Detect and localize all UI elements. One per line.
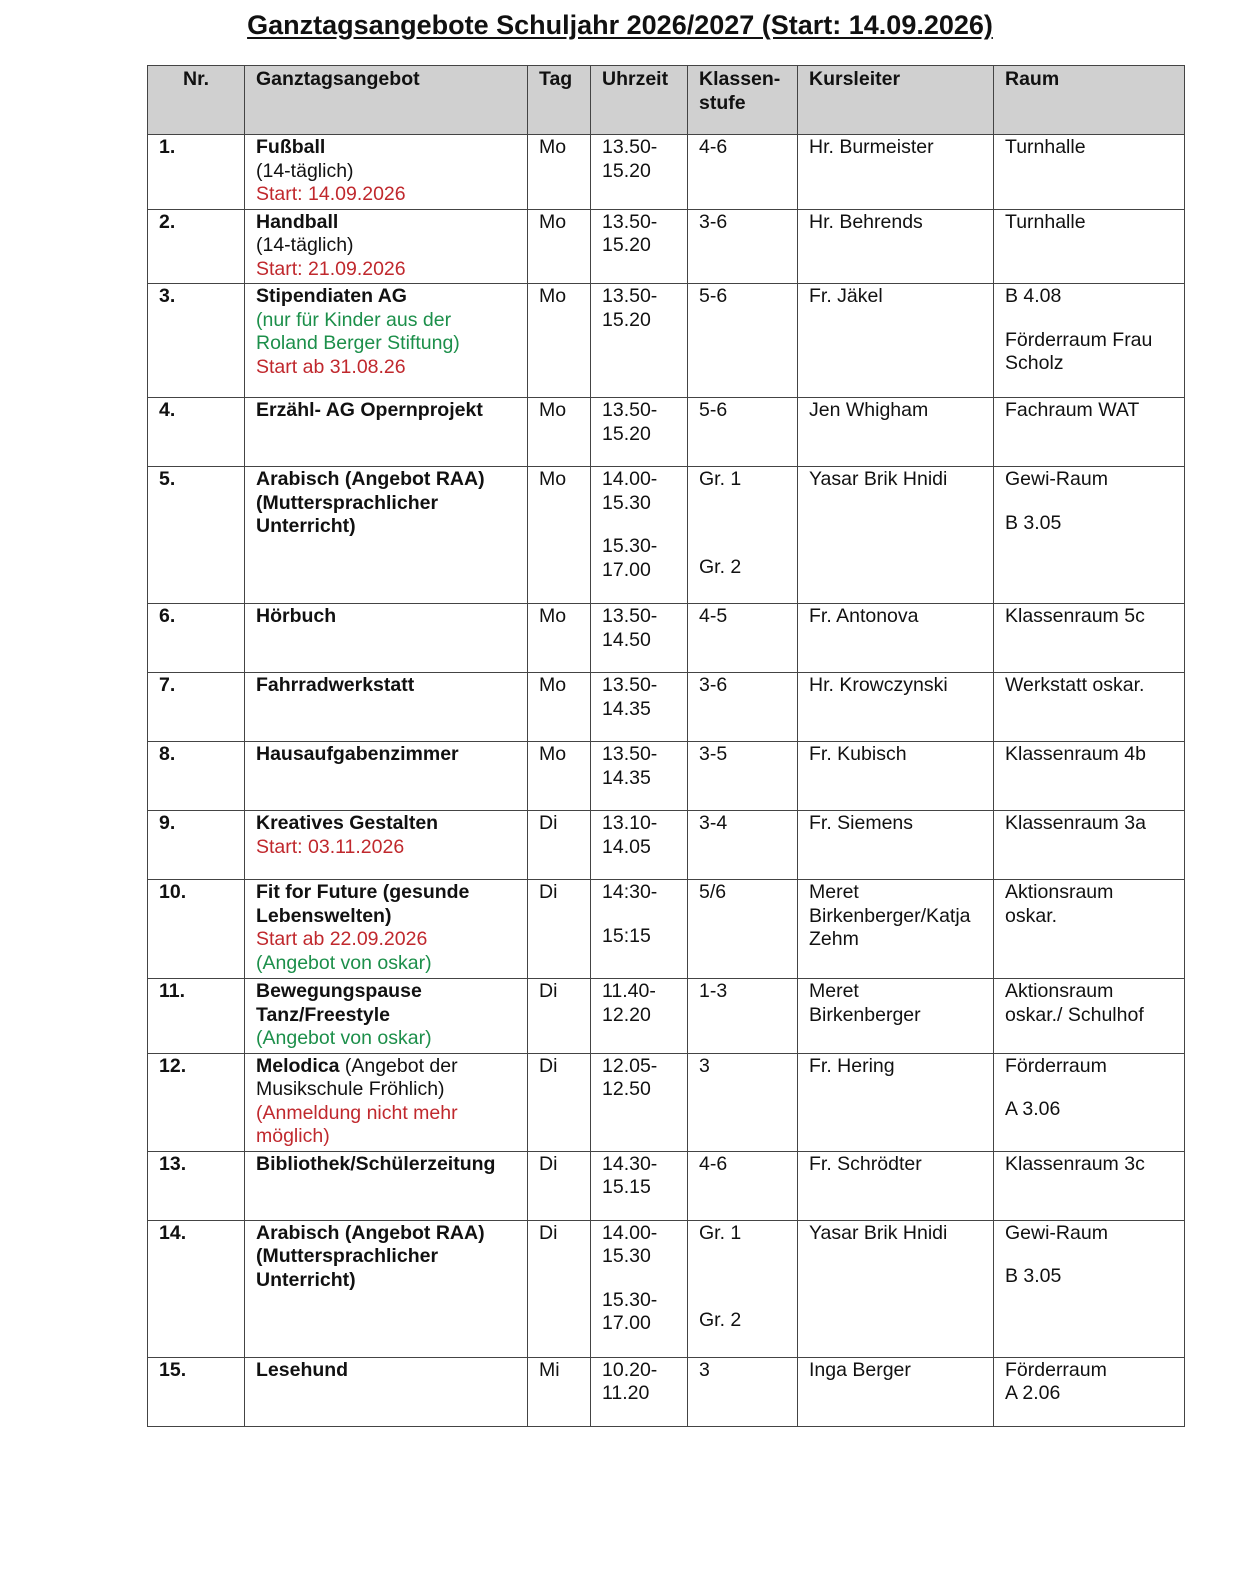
raum-spacer — [1005, 309, 1173, 329]
angebot-name: Erzähl- AG Opernprojekt — [256, 399, 483, 421]
angebot-green-note: (Angebot von oskar) — [256, 951, 432, 974]
raum-line: Aktionsraum — [1005, 881, 1114, 903]
angebot-name: Fahrradwerkstatt — [256, 674, 415, 696]
angebot-green-note: (nur für Kinder aus der — [256, 308, 452, 331]
raum-line: Scholz — [1005, 352, 1064, 374]
table-row — [148, 398, 1185, 467]
row-kursleiter: Hr. Burmeister — [798, 135, 994, 210]
header-klasse-line-2: stufe — [699, 91, 746, 114]
row-nr: 13. — [148, 1151, 245, 1220]
table-row — [148, 742, 1185, 811]
row-raum — [994, 1053, 1185, 1151]
row-klasse: 5/6 — [688, 880, 798, 979]
row-tag: Mo — [528, 284, 591, 398]
row-nr: 8. — [148, 742, 245, 811]
angebot-name: Hausaufgabenzimmer — [256, 743, 459, 765]
time-line: 14.35 — [602, 766, 651, 789]
time-spacer — [602, 1269, 676, 1289]
header-klasse-line-1: Klassen- — [699, 68, 781, 90]
angebot-green-note: Roland Berger Stiftung) — [256, 332, 460, 354]
table-row — [148, 979, 1185, 1054]
raum-line: Aktionsraum — [1005, 980, 1114, 1002]
angebot-start: Start: 14.09.2026 — [256, 183, 406, 205]
row-nr: 2. — [148, 209, 245, 284]
time-line: 12.05- — [602, 1054, 658, 1077]
row-klasse: 3-4 — [688, 811, 798, 880]
row-nr: 1. — [148, 135, 245, 210]
row-nr: 7. — [148, 673, 245, 742]
angebot-name: Hörbuch — [256, 605, 337, 627]
row-nr: 6. — [148, 604, 245, 673]
row-tag: Di — [528, 1151, 591, 1220]
row-raum: Werkstatt oskar. — [994, 673, 1185, 742]
row-raum — [994, 467, 1185, 604]
table-row — [148, 604, 1185, 673]
row-raum — [994, 284, 1185, 398]
time-line: 14.05 — [602, 835, 651, 858]
row-angebot — [245, 604, 528, 673]
time-line: 17.00 — [602, 1312, 651, 1334]
klasse-spacer — [699, 492, 786, 556]
row-kursleiter: Fr. Siemens — [798, 811, 994, 880]
row-tag: Mo — [528, 209, 591, 284]
table-row — [148, 284, 1185, 398]
time-line: 13.50- — [602, 136, 658, 158]
table-row — [148, 811, 1185, 880]
time-line: 10.20- — [602, 1358, 658, 1381]
row-angebot — [245, 811, 528, 880]
row-angebot — [245, 284, 528, 398]
raum-line: A 2.06 — [1005, 1382, 1061, 1404]
raum-line: B 4.08 — [1005, 285, 1062, 307]
row-klasse: 4-6 — [688, 1151, 798, 1220]
row-klasse: 3-6 — [688, 209, 798, 284]
row-kursleiter: Hr. Krowczynski — [798, 673, 994, 742]
leiter-line: Meret — [809, 881, 859, 903]
raum-line: oskar. — [1005, 904, 1058, 927]
row-nr: 9. — [148, 811, 245, 880]
raum-line: Förderraum Frau — [1005, 328, 1153, 351]
row-angebot — [245, 135, 528, 210]
time-line: 14.35 — [602, 697, 651, 720]
table-row — [148, 880, 1185, 979]
row-angebot — [245, 1357, 528, 1426]
time-line: 13.10- — [602, 812, 658, 834]
row-uhrzeit — [591, 604, 688, 673]
time-line: 15.20 — [602, 159, 651, 182]
angebot-start: Start ab 22.09.2026 — [256, 928, 428, 950]
time-line: 12.20 — [602, 1003, 651, 1026]
row-angebot — [245, 880, 528, 979]
time-line: 13.50- — [602, 285, 658, 307]
row-klasse: 3-5 — [688, 742, 798, 811]
row-tag: Mi — [528, 1357, 591, 1426]
row-angebot — [245, 1053, 528, 1151]
row-uhrzeit — [591, 209, 688, 284]
row-raum: Klassenraum 5c — [994, 604, 1185, 673]
row-klasse: 1-3 — [688, 979, 798, 1054]
angebot-note: (14-täglich) — [256, 159, 354, 182]
angebot-red-note: (Anmeldung nicht mehr — [256, 1101, 458, 1124]
angebot-name: Melodica — [256, 1054, 340, 1077]
time-line: 12.50 — [602, 1078, 651, 1100]
angebot-note: Musikschule Fröhlich) — [256, 1078, 445, 1100]
row-uhrzeit — [591, 673, 688, 742]
raum-line: B 3.05 — [1005, 511, 1062, 534]
row-tag: Di — [528, 880, 591, 979]
raum-line: Förderraum — [1005, 1358, 1107, 1381]
time-line: 15.20 — [602, 308, 651, 331]
row-nr: 15. — [148, 1357, 245, 1426]
row-nr: 14. — [148, 1220, 245, 1357]
row-uhrzeit — [591, 1151, 688, 1220]
table-row — [148, 673, 1185, 742]
row-angebot — [245, 209, 528, 284]
row-angebot — [245, 1151, 528, 1220]
row-tag: Mo — [528, 742, 591, 811]
table-row — [148, 1053, 1185, 1151]
row-uhrzeit — [591, 1357, 688, 1426]
header-nr: Nr. — [148, 66, 245, 135]
angebot-red-note: möglich) — [256, 1125, 330, 1147]
klasse-line: Gr. 2 — [699, 555, 742, 578]
time-line: 15.30- — [602, 535, 658, 557]
table-row — [148, 209, 1185, 284]
row-nr: 11. — [148, 979, 245, 1054]
row-klasse: 3-6 — [688, 673, 798, 742]
header-row — [148, 66, 1185, 135]
header-raum: Raum — [994, 66, 1185, 135]
row-tag: Di — [528, 1053, 591, 1151]
header-angebot: Ganztagsangebot — [245, 66, 528, 135]
angebot-name: Handball — [256, 210, 339, 233]
time-line: 17.00 — [602, 558, 651, 581]
angebot-name: Bewegungspause — [256, 980, 422, 1002]
row-raum: Klassenraum 3a — [994, 811, 1185, 880]
row-tag: Mo — [528, 398, 591, 467]
row-kursleiter: Fr. Antonova — [798, 604, 994, 673]
table-row — [148, 1357, 1185, 1426]
row-raum — [994, 1357, 1185, 1426]
angebot-name: Arabisch (Angebot RAA) — [256, 468, 485, 490]
raum-line: B 3.05 — [1005, 1265, 1062, 1287]
angebot-start: Start: 03.11.2026 — [256, 835, 405, 858]
time-line: 13.50- — [602, 399, 658, 421]
row-angebot — [245, 742, 528, 811]
klasse-line: Gr. 1 — [699, 468, 742, 490]
time-line: 13.50- — [602, 605, 658, 627]
row-kursleiter: Yasar Brik Hnidi — [798, 467, 994, 604]
time-line: 14:30- — [602, 881, 658, 903]
angebot-name: (Muttersprachlicher — [256, 1245, 439, 1267]
row-kursleiter: Fr. Schrödter — [798, 1151, 994, 1220]
angebot-name: Fußball — [256, 136, 326, 158]
angebot-name: Unterricht) — [256, 515, 356, 537]
row-kursleiter: Fr. Kubisch — [798, 742, 994, 811]
row-nr: 10. — [148, 880, 245, 979]
row-raum: Klassenraum 4b — [994, 742, 1185, 811]
page-title: Ganztagsangebote Schuljahr 2026/2027 (Start: 14.09.2026) — [247, 10, 993, 40]
time-line: 13.50- — [602, 674, 658, 696]
row-kursleiter: Inga Berger — [798, 1357, 994, 1426]
time-line: 15.15 — [602, 1176, 651, 1198]
row-kursleiter — [798, 979, 994, 1054]
row-raum — [994, 979, 1185, 1054]
time-line: 14.00- — [602, 1221, 658, 1244]
row-uhrzeit — [591, 467, 688, 604]
row-nr: 12. — [148, 1053, 245, 1151]
angebot-green-note: (Angebot von oskar) — [256, 1027, 432, 1049]
klasse-line: Gr. 2 — [699, 1309, 742, 1331]
row-tag: Di — [528, 1220, 591, 1357]
time-line: 14.50 — [602, 628, 651, 651]
klasse-spacer — [699, 1245, 786, 1309]
row-klasse: 4-6 — [688, 135, 798, 210]
row-angebot — [245, 979, 528, 1054]
row-raum — [994, 1220, 1185, 1357]
raum-spacer — [1005, 492, 1173, 512]
time-line: 15.30- — [602, 1288, 658, 1311]
raum-line: Gewi-Raum — [1005, 468, 1108, 490]
time-line: 15.20 — [602, 422, 651, 445]
row-kursleiter: Fr. Hering — [798, 1053, 994, 1151]
row-tag: Mo — [528, 604, 591, 673]
row-uhrzeit — [591, 284, 688, 398]
row-klasse: 5-6 — [688, 284, 798, 398]
row-uhrzeit — [591, 398, 688, 467]
angebot-name: (Muttersprachlicher — [256, 491, 439, 514]
angebot-name: Unterricht) — [256, 1268, 356, 1291]
row-raum: Klassenraum 3c — [994, 1151, 1185, 1220]
row-angebot — [245, 673, 528, 742]
header-kursleiter: Kursleiter — [798, 66, 994, 135]
angebot-start: Start ab 31.08.26 — [256, 355, 406, 378]
schedule-table — [147, 65, 1185, 1427]
leiter-line: Zehm — [809, 928, 859, 950]
row-uhrzeit — [591, 811, 688, 880]
time-line: 15:15 — [602, 924, 651, 947]
table-row — [148, 135, 1185, 210]
angebot-name: Stipendiaten AG — [256, 285, 407, 307]
row-klasse — [688, 467, 798, 604]
row-kursleiter: Fr. Jäkel — [798, 284, 994, 398]
header-uhrzeit: Uhrzeit — [591, 66, 688, 135]
row-nr: 3. — [148, 284, 245, 398]
angebot-note: (14-täglich) — [256, 234, 354, 256]
row-kursleiter: Hr. Behrends — [798, 209, 994, 284]
time-spacer — [602, 905, 676, 925]
row-uhrzeit — [591, 880, 688, 979]
header-klassenstufe — [688, 66, 798, 135]
row-kursleiter — [798, 880, 994, 979]
row-klasse: 5-6 — [688, 398, 798, 467]
time-line: 14.00- — [602, 468, 658, 490]
row-angebot — [245, 398, 528, 467]
leiter-line: Meret — [809, 980, 859, 1002]
row-tag: Mo — [528, 135, 591, 210]
time-line: 13.50- — [602, 210, 658, 233]
time-line: 11.40- — [602, 980, 656, 1002]
row-raum: Turnhalle — [994, 135, 1185, 210]
row-klasse: 4-5 — [688, 604, 798, 673]
raum-spacer — [1005, 1245, 1173, 1265]
header-tag: Tag — [528, 66, 591, 135]
raum-line: Förderraum — [1005, 1054, 1107, 1077]
angebot-note: (Angebot der — [339, 1054, 458, 1077]
time-line: 13.50- — [602, 743, 658, 765]
row-kursleiter: Jen Whigham — [798, 398, 994, 467]
row-angebot — [245, 1220, 528, 1357]
raum-line: oskar./ Schulhof — [1005, 1003, 1144, 1026]
row-uhrzeit — [591, 1220, 688, 1357]
row-tag: Mo — [528, 467, 591, 604]
angebot-name: Kreatives Gestalten — [256, 812, 439, 834]
row-uhrzeit — [591, 979, 688, 1054]
angebot-name: Lesehund — [256, 1358, 349, 1381]
row-klasse — [688, 1220, 798, 1357]
angebot-name: Fit for Future (gesunde — [256, 881, 470, 903]
time-line: 15.30 — [602, 1245, 651, 1267]
time-line: 15.30 — [602, 491, 651, 514]
row-klasse: 3 — [688, 1053, 798, 1151]
row-tag: Di — [528, 811, 591, 880]
table-row — [148, 467, 1185, 604]
row-raum: Fachraum WAT — [994, 398, 1185, 467]
leiter-line: Birkenberger — [809, 1003, 921, 1026]
table-row — [148, 1151, 1185, 1220]
row-tag: Di — [528, 979, 591, 1054]
table-row — [148, 1220, 1185, 1357]
row-nr: 4. — [148, 398, 245, 467]
angebot-name: Arabisch (Angebot RAA) — [256, 1221, 485, 1244]
row-uhrzeit — [591, 1053, 688, 1151]
row-kursleiter: Yasar Brik Hnidi — [798, 1220, 994, 1357]
row-uhrzeit — [591, 135, 688, 210]
angebot-start: Start: 21.09.2026 — [256, 257, 406, 280]
klasse-line: Gr. 1 — [699, 1221, 742, 1244]
time-line: 15.20 — [602, 234, 651, 256]
row-raum — [994, 880, 1185, 979]
row-tag: Mo — [528, 673, 591, 742]
raum-line: Gewi-Raum — [1005, 1221, 1108, 1244]
row-angebot — [245, 467, 528, 604]
raum-line: A 3.06 — [1005, 1098, 1061, 1120]
angebot-name: Bibliothek/Schülerzeitung — [256, 1152, 496, 1175]
leiter-line: Birkenberger/Katja — [809, 904, 971, 927]
time-line: 11.20 — [602, 1382, 650, 1404]
row-uhrzeit — [591, 742, 688, 811]
row-nr: 5. — [148, 467, 245, 604]
row-klasse: 3 — [688, 1357, 798, 1426]
time-spacer — [602, 515, 676, 535]
angebot-name: Tanz/Freestyle — [256, 1003, 391, 1026]
time-line: 14.30- — [602, 1152, 658, 1175]
row-raum: Turnhalle — [994, 209, 1185, 284]
raum-spacer — [1005, 1078, 1173, 1098]
angebot-name: Lebenswelten) — [256, 904, 392, 927]
